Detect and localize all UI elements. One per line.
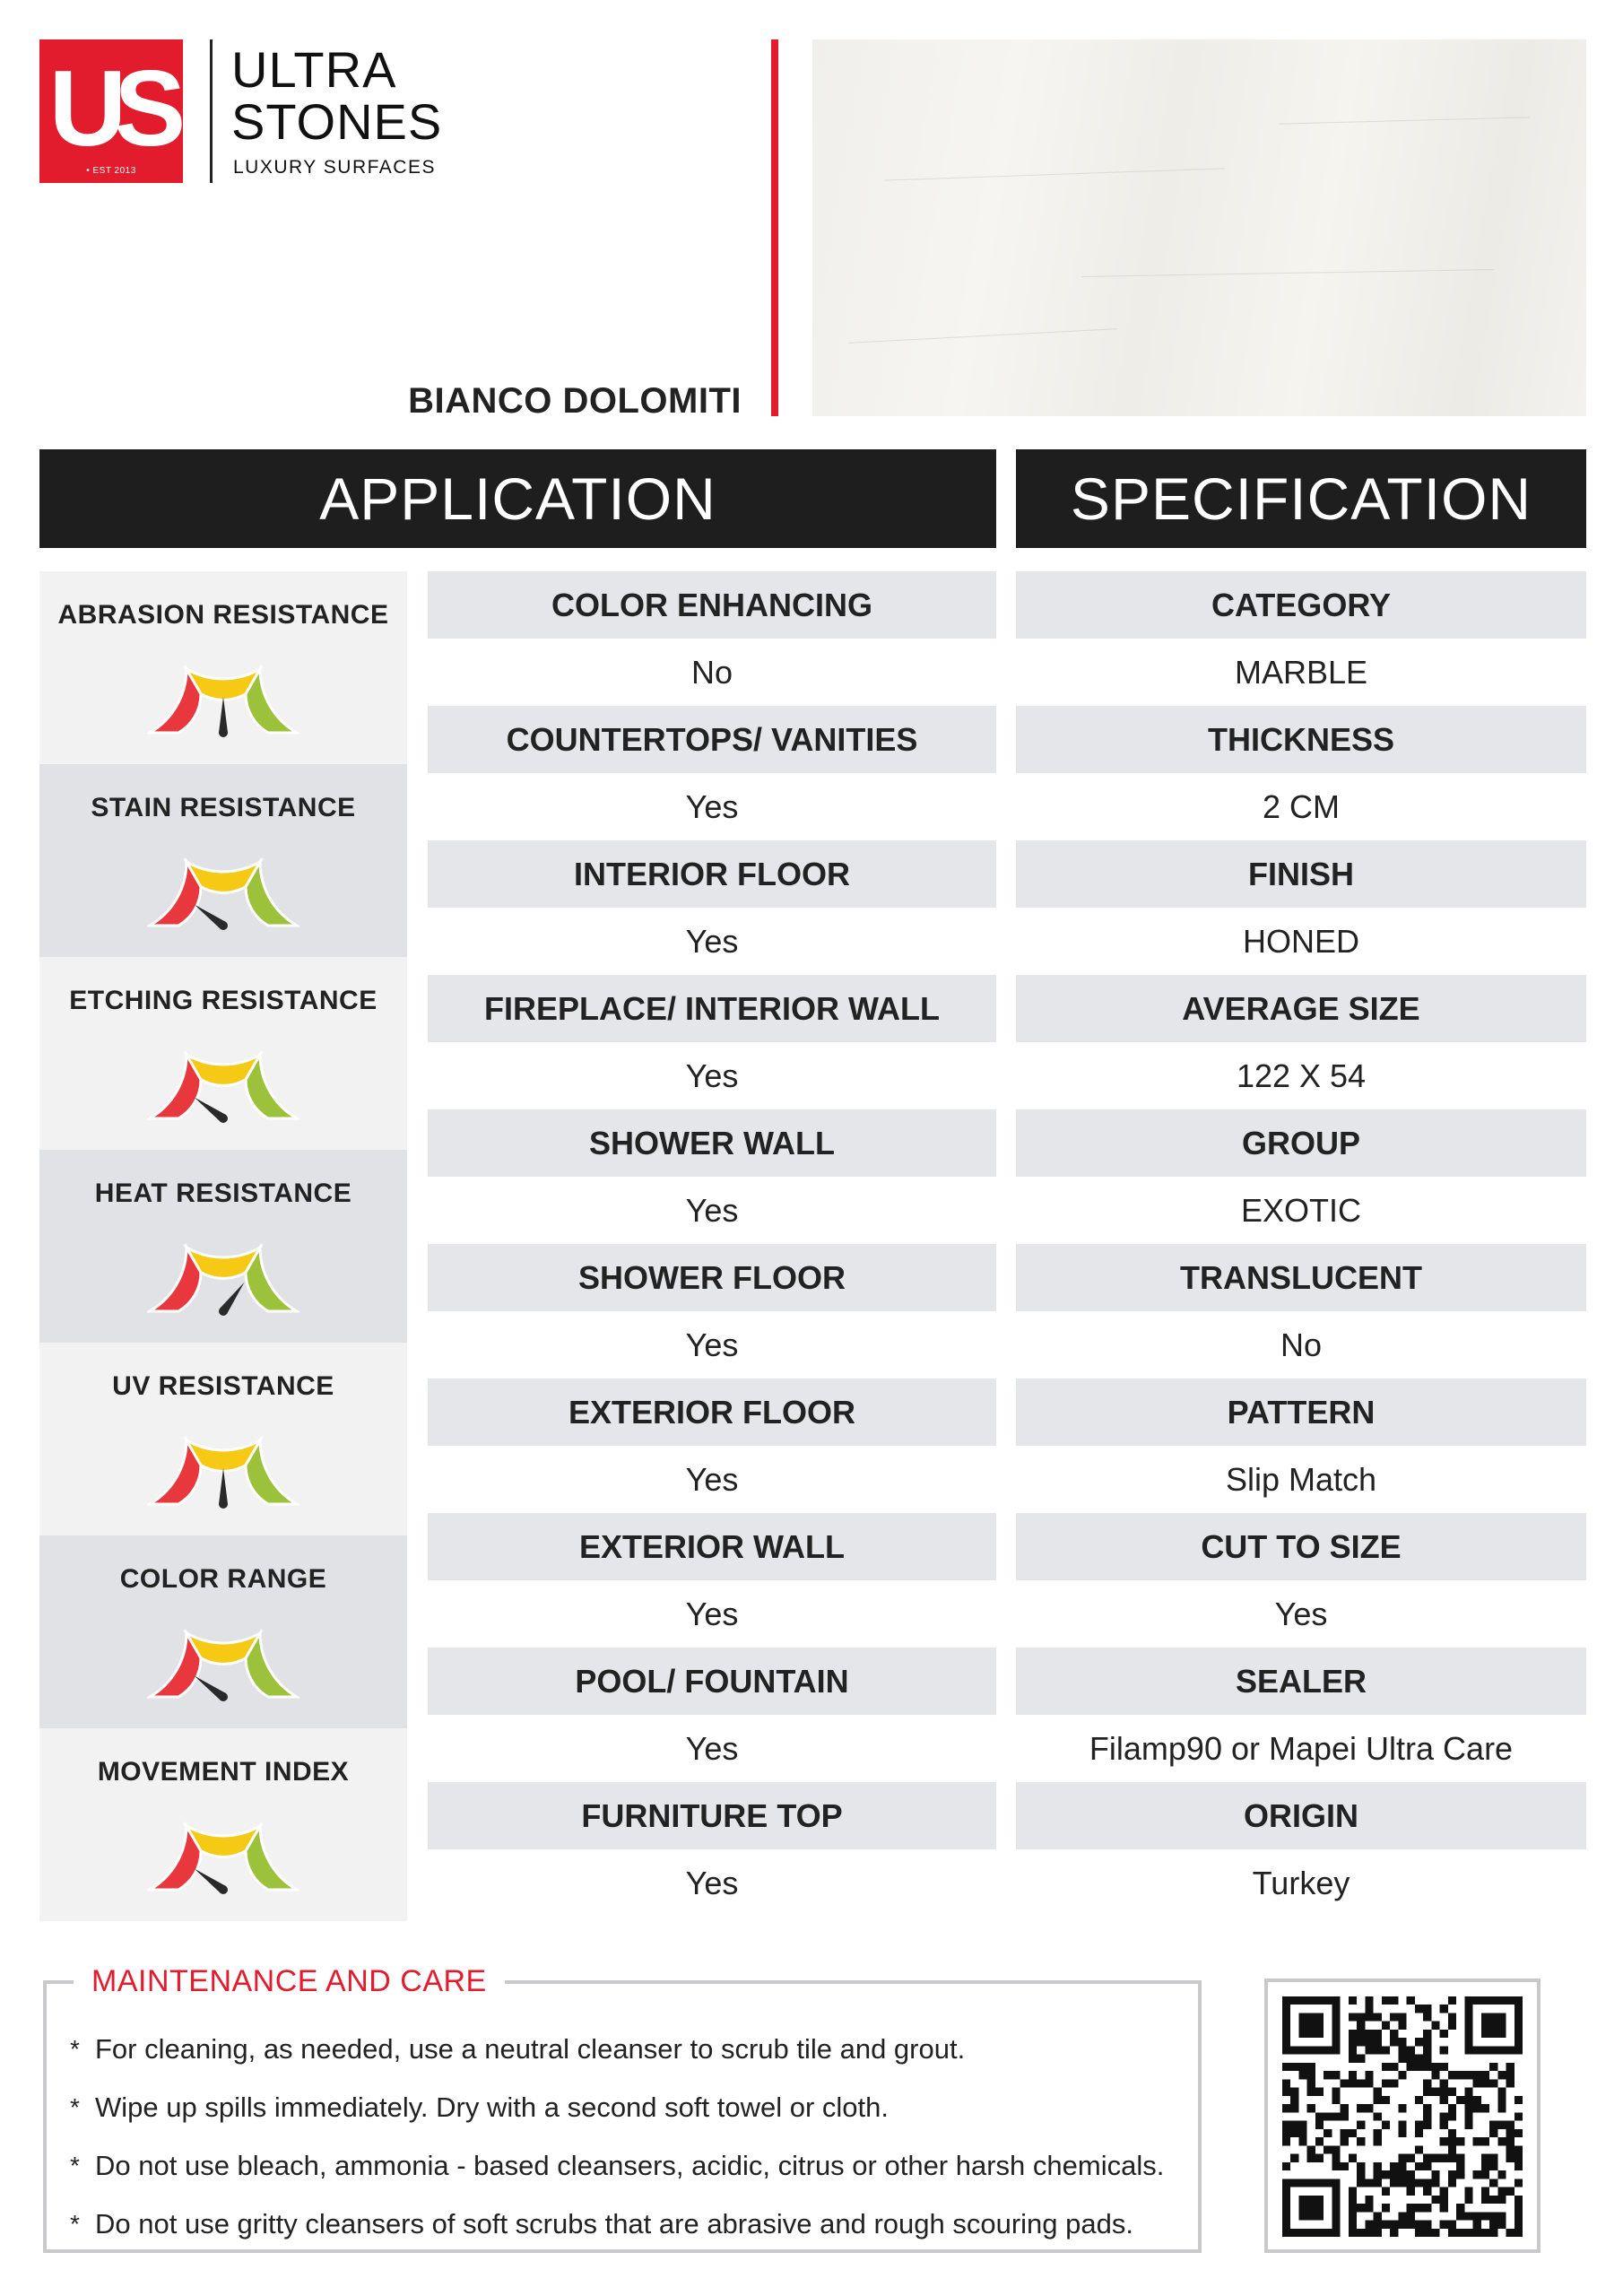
- table-row-value: 2 CM: [1262, 787, 1340, 825]
- maintenance-text: Do not use gritty cleansers of soft scrubs that are abrasive and rough scouring pads.: [95, 2207, 1133, 2239]
- gauge-hub: [219, 1500, 228, 1509]
- gauge-green-segment: [246, 1248, 297, 1311]
- gauge-green-segment: [246, 1055, 297, 1118]
- bullet-icon: *: [70, 2092, 80, 2121]
- gauge-cell: [39, 957, 407, 1150]
- maintenance-text: Do not use bleach, ammonia - based cleansers, acidic, citrus or other harsh chemicals.: [95, 2149, 1165, 2181]
- table-row-label: TRANSLUCENT: [1016, 1244, 1586, 1311]
- gauge-hub: [219, 1307, 228, 1316]
- brand-tagline: LUXURY SURFACES: [233, 157, 436, 178]
- gauge-label: STAIN RESISTANCE: [91, 793, 356, 822]
- resistance-gauges: [39, 571, 407, 1921]
- gauge-cell: [39, 571, 407, 764]
- gauge-label: ETCHING RESISTANCE: [69, 986, 378, 1015]
- gauge-meter-icon: [147, 1614, 299, 1704]
- table-row-label: FURNITURE TOP: [428, 1782, 996, 1849]
- table-row-label: EXTERIOR WALL: [428, 1513, 996, 1580]
- accent-bar: [771, 39, 778, 416]
- gauge-meter-icon: [147, 843, 299, 933]
- table-row-value: Slip Match: [1225, 1460, 1377, 1498]
- gauge-green-segment: [246, 1826, 297, 1890]
- gauge-label: UV RESISTANCE: [112, 1371, 334, 1401]
- table-row-label: SHOWER FLOOR: [428, 1244, 996, 1311]
- table-row-value: Filamp90 or Mapei Ultra Care: [1089, 1729, 1514, 1767]
- table-row-label: COLOR ENHANCING: [428, 571, 996, 639]
- table-row-value: HONED: [1242, 922, 1359, 960]
- table-row-value: No: [1280, 1326, 1323, 1363]
- table-row-value: EXOTIC: [1240, 1191, 1361, 1229]
- table-row-value: Yes: [685, 1460, 739, 1498]
- table-row-label: FINISH: [1016, 840, 1586, 908]
- gauge-needle: [219, 1468, 228, 1504]
- table-row-label: SHOWER WALL: [428, 1109, 996, 1177]
- brand-name-line2: STONES: [231, 93, 443, 150]
- gauge-cell: [39, 764, 407, 957]
- table-row-label: CUT TO SIZE: [1016, 1513, 1586, 1580]
- logo-divider: [210, 39, 213, 183]
- gauge-label: HEAT RESISTANCE: [94, 1178, 352, 1208]
- gauge-hub: [219, 1692, 228, 1701]
- logo-est: • EST 2013: [86, 166, 136, 176]
- list-item: [70, 2020, 1180, 2078]
- gauge-meter-icon: [147, 1229, 299, 1318]
- product-name: BIANCO DOLOMITI: [408, 381, 742, 421]
- us-monogram-icon: [39, 39, 183, 183]
- bullet-icon: *: [70, 2209, 80, 2238]
- gauge-cell: [39, 1728, 407, 1921]
- gauge-label: ABRASION RESISTANCE: [57, 600, 389, 630]
- gauge-cell: [39, 1535, 407, 1728]
- table-row-label: ORIGIN: [1016, 1782, 1586, 1849]
- bullet-icon: *: [70, 2034, 80, 2063]
- gauge-hub: [219, 728, 228, 737]
- maintenance-text: For cleaning, as needed, use a neutral cleanser to scrub tile and grout.: [95, 2032, 966, 2065]
- table-row-label: FIREPLACE/ INTERIOR WALL: [428, 975, 996, 1042]
- list-item: [70, 2078, 1180, 2136]
- table-row-value: 122 X 54: [1236, 1057, 1367, 1094]
- table-row-label: COUNTERTOPS/ VANITIES: [428, 706, 996, 773]
- table-row-value: Yes: [685, 1057, 739, 1094]
- gauge-hub: [219, 1885, 228, 1894]
- gauge-cell: [39, 1150, 407, 1343]
- maintenance-title: MAINTENANCE AND CARE: [74, 1964, 505, 1999]
- maintenance-box: [43, 1964, 1202, 2253]
- stone-sample-image: [812, 39, 1586, 416]
- table-row-value: Yes: [685, 1326, 739, 1363]
- gauge-green-segment: [246, 669, 297, 733]
- gauge-needle: [219, 697, 228, 733]
- brand-logo: [39, 39, 183, 183]
- gauge-meter-icon: [147, 1807, 299, 1897]
- gauge-green-segment: [246, 1633, 297, 1697]
- gauge-meter-icon: [147, 1036, 299, 1126]
- table-row-label: GROUP: [1016, 1109, 1586, 1177]
- gauge-hub: [219, 1114, 228, 1123]
- specification-header: SPECIFICATION: [1016, 449, 1586, 548]
- list-item: [70, 2195, 1180, 2253]
- table-row-label: EXTERIOR FLOOR: [428, 1378, 996, 1446]
- table-row-label: PATTERN: [1016, 1378, 1586, 1446]
- table-row-value: Yes: [685, 1595, 739, 1632]
- gauge-green-segment: [246, 1440, 297, 1504]
- table-row-value: Yes: [685, 1864, 739, 1901]
- table-row-label: POOL/ FOUNTAIN: [428, 1648, 996, 1715]
- qr-code-box[interactable]: [1264, 1979, 1541, 2253]
- table-row-value: Yes: [1274, 1595, 1328, 1632]
- logo-letters: US: [48, 48, 174, 169]
- application-table: [428, 571, 996, 1917]
- gauge-cell: [39, 1343, 407, 1535]
- table-row-label: CATEGORY: [1016, 571, 1586, 639]
- qr-code-icon[interactable]: [1282, 1996, 1523, 2237]
- list-item: [70, 2136, 1180, 2195]
- gauge-green-segment: [246, 862, 297, 926]
- specification-table: [1016, 571, 1586, 1917]
- maintenance-text: Wipe up spills immediately. Dry with a second soft towel or cloth.: [95, 2091, 889, 2123]
- gauge-label: MOVEMENT INDEX: [97, 1757, 350, 1787]
- gauge-label: COLOR RANGE: [119, 1564, 327, 1594]
- maintenance-list: [70, 2020, 1180, 2253]
- table-row-value: Yes: [685, 922, 739, 960]
- brand-name-line1: ULTRA: [231, 41, 397, 98]
- gauge-meter-icon: [147, 650, 299, 740]
- gauge-hub: [219, 921, 228, 930]
- table-row-value: Turkey: [1252, 1864, 1350, 1901]
- table-row-value: No: [690, 653, 733, 691]
- table-row-value: Yes: [685, 1729, 739, 1767]
- table-row-label: THICKNESS: [1016, 706, 1586, 773]
- table-row-value: Yes: [685, 1191, 739, 1229]
- table-row-label: SEALER: [1016, 1648, 1586, 1715]
- gauge-meter-icon: [147, 1422, 299, 1511]
- table-row-value: Yes: [685, 787, 739, 825]
- bullet-icon: *: [70, 2151, 80, 2179]
- table-row-label: INTERIOR FLOOR: [428, 840, 996, 908]
- application-header: APPLICATION: [39, 449, 996, 548]
- table-row-value: MARBLE: [1234, 653, 1368, 691]
- table-row-label: AVERAGE SIZE: [1016, 975, 1586, 1042]
